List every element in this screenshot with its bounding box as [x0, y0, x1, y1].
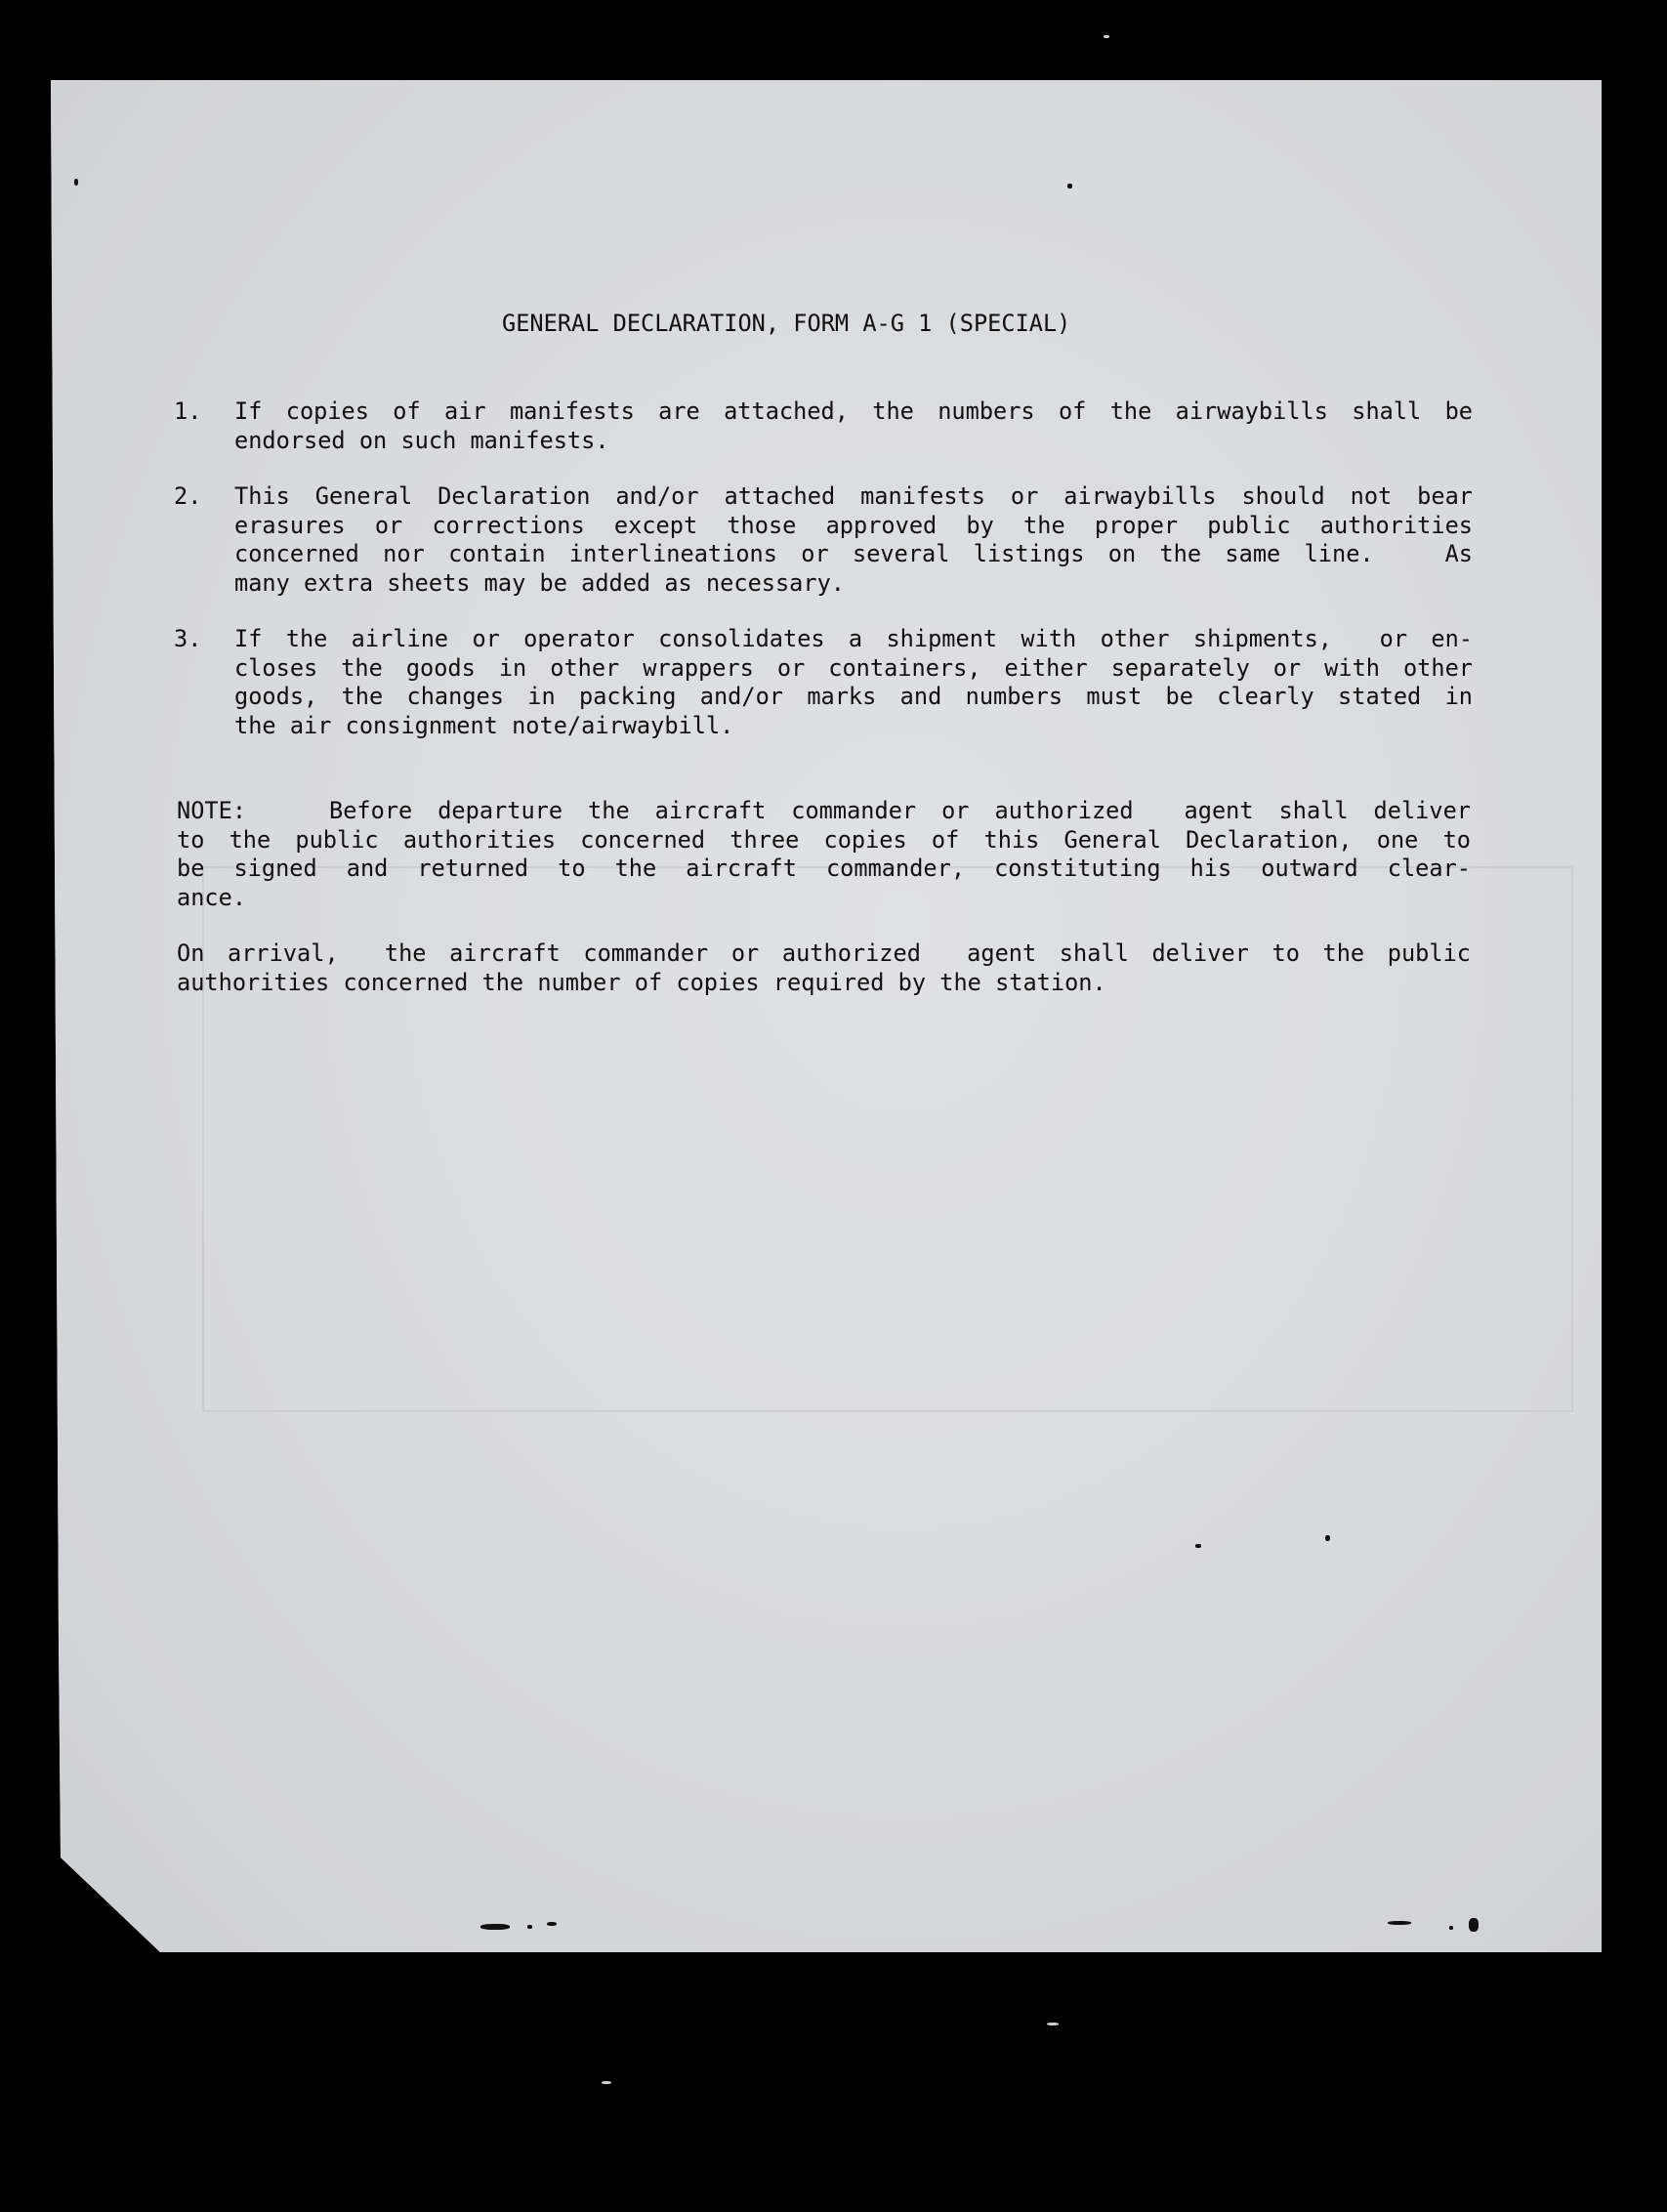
text-line: concerned nor contain interlineations or several listings on the same line. As [234, 540, 1473, 567]
scan-speck [74, 179, 78, 186]
scan-speck [1104, 35, 1109, 38]
text-line: closes the goods in other wrappers or containers, either separately or with other [234, 653, 1473, 682]
text-line: On arrival, the aircraft commander or authorized agent shall deliver to the public [177, 939, 1471, 967]
text-line: If the airline or operator consolidates a shipment with other shipments, or en- [234, 625, 1473, 652]
scan-speck [602, 2081, 611, 2084]
text-line: many extra sheets may be added as necessary. [234, 568, 846, 597]
scan-speck [1067, 184, 1072, 188]
list-item-text [234, 397, 1473, 455]
scan-speck [547, 1922, 557, 1926]
text-line: ance. [177, 883, 247, 911]
text-line: erasures or corrections except those approved by the proper public authorities [234, 511, 1473, 539]
text-line: If copies of air manifests are attached, the numbers of the airwaybills shall be [234, 397, 1473, 425]
list-item-number: 1. [174, 397, 202, 425]
text-line: This General Declaration and/or attached manifests or airwaybills should not bear [234, 482, 1473, 510]
scan-speck [480, 1924, 510, 1930]
scan-speck [1195, 1544, 1201, 1548]
arrival-paragraph [177, 939, 1471, 997]
scan-speck [1047, 2023, 1059, 2025]
list-item-number: 2. [174, 482, 202, 510]
list-item-text [234, 482, 1473, 598]
text-line: to the public authorities concerned three copies of this General Declaration, one to [177, 825, 1471, 854]
scan-speck [1449, 1926, 1453, 1930]
note-paragraph [177, 797, 1471, 912]
list-item-number: 3. [174, 625, 202, 652]
scan-speck [1388, 1921, 1411, 1925]
scan-speck [527, 1925, 532, 1929]
list-item-text [234, 625, 1473, 740]
note-first-line [177, 797, 1471, 826]
scan-speck [1325, 1535, 1330, 1541]
text-line: Before departure the aircraft commander or authorized agent shall deliver [329, 797, 1471, 824]
scan-speck [1469, 1918, 1479, 1932]
text-line: endorsed on such manifests. [234, 426, 609, 454]
document-title: GENERAL DECLARATION, FORM A-G 1 (SPECIAL) [502, 310, 1071, 337]
note-label: NOTE: [177, 797, 247, 824]
text-line: the air consignment note/airwaybill. [234, 711, 734, 739]
text-line: be signed and returned to the aircraft commander, constituting his outward clear- [177, 855, 1471, 882]
text-line: goods, the changes in packing and/or marks and numbers must be clearly stated in [234, 683, 1473, 710]
text-line: authorities concerned the number of copies required by the station. [177, 968, 1106, 996]
